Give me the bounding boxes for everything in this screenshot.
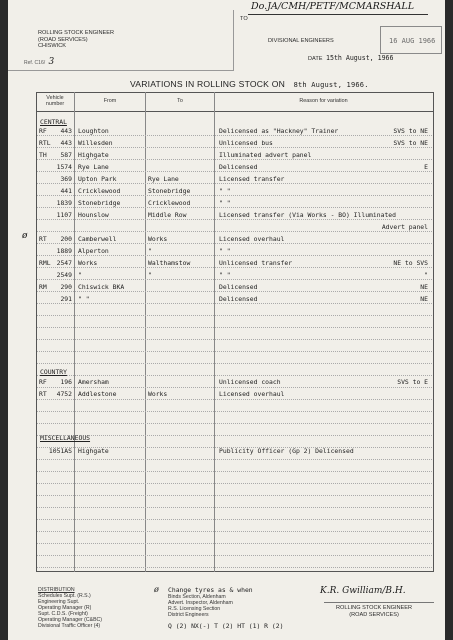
distribution-item: Divisional Traffic Officer (4)	[38, 623, 101, 629]
tyre-codes: Q (2) NX(-) T (2) HT (1) R (2)	[168, 622, 284, 630]
row-rule	[37, 423, 432, 424]
reason-cell: Unlicensed bus	[219, 139, 273, 147]
from-org-line: ROLLING STOCK ENGINEER	[38, 30, 115, 36]
row-rule	[37, 195, 432, 196]
row-rule	[37, 291, 432, 292]
vehicle-number: 2547	[56, 259, 72, 267]
handwritten-recipients: Do.JA/CMH/PETF/MCMARSHALL	[251, 1, 415, 12]
col-divider	[145, 92, 146, 572]
from-cell: Stonebridge	[78, 199, 121, 207]
row-rule	[37, 507, 432, 508]
col-header-from: From	[103, 98, 117, 104]
from-cell: Highgate	[78, 447, 109, 455]
row-rule	[37, 147, 432, 148]
vehicle-prefix: RF	[39, 378, 47, 386]
to-cell: Cricklewood	[148, 199, 191, 207]
from-cell: Upton Park	[78, 175, 117, 183]
row-rule	[37, 459, 432, 460]
vehicle-number: 4752	[56, 390, 72, 398]
change-item: R.S. Licensing Section	[168, 606, 221, 612]
vehicle-number: 441	[60, 187, 72, 195]
row-rule	[37, 183, 432, 184]
from-cell: Highgate	[78, 151, 109, 159]
row-rule	[37, 435, 432, 436]
from-org	[38, 30, 114, 50]
col-header-to: To	[177, 98, 183, 104]
section-country: COUNTRY	[40, 368, 67, 376]
to-cell: Middle Row	[148, 211, 187, 219]
title-date: 8th August, 1966.	[293, 81, 369, 89]
vehicle-prefix: RML	[39, 259, 51, 267]
from-cell: Amersham	[78, 378, 109, 386]
row-rule	[37, 159, 432, 160]
vehicle-number: 200	[60, 235, 72, 243]
distribution-item: Engineering Supt.	[38, 599, 80, 605]
row-rule	[37, 339, 432, 340]
table-header-rule	[36, 111, 434, 112]
from-cell: Willesden	[78, 139, 113, 147]
ref-value: 3	[48, 57, 55, 67]
distribution-item: Operating Manager (R)	[38, 605, 92, 611]
vehicle-number: 196	[60, 378, 72, 386]
from-org-line: CHISWICK	[38, 43, 66, 49]
row-rule	[37, 171, 432, 172]
reason-cell: " "	[219, 199, 231, 207]
section-central: CENTRAL	[40, 118, 67, 126]
ref-field	[24, 57, 54, 67]
note-cell: SVS to NE	[393, 139, 428, 147]
col-header-reason: Reason for variation	[299, 98, 348, 104]
change-tick-mark: ø	[154, 585, 159, 594]
from-cell: "	[78, 271, 82, 279]
reason-cell: Unlicensed coach	[219, 378, 281, 386]
reason-cell: Licensed transfer	[219, 175, 285, 183]
reason-cell: Unlicensed transfer	[219, 259, 293, 267]
note-cell: NE to SVS	[393, 259, 428, 267]
vehicle-number: 291	[60, 295, 72, 303]
reason-cell: " "	[219, 247, 231, 255]
vehicle-prefix: RT	[39, 235, 47, 243]
note-cell: SVS to E	[397, 378, 428, 386]
row-rule	[37, 495, 432, 496]
to-cell: Rye Lane	[148, 175, 179, 183]
row-rule	[37, 567, 432, 568]
reason-cell: Illuminated advert panel	[219, 151, 312, 159]
reason-cell: Delicensed	[219, 283, 258, 291]
to-label: TO	[240, 16, 248, 22]
row-rule	[37, 315, 432, 316]
reason-cell: Delicensed	[219, 163, 258, 171]
date-label: DATE	[308, 56, 323, 62]
row-rule	[37, 303, 432, 304]
vehicle-number: 1889	[56, 247, 72, 255]
distribution-item: Operating Manager (C&BC)	[38, 617, 103, 623]
vehicle-prefix: RT	[39, 390, 47, 398]
note-cell: "	[424, 271, 428, 279]
vehicle-number: 1107	[56, 211, 72, 219]
vehicle-prefix: RM	[39, 283, 47, 291]
note-cell: SVS to NE	[393, 127, 428, 135]
change-item: District Engineers	[168, 612, 209, 618]
change-item: Binds Section, Aldenham	[168, 594, 226, 600]
row-rule	[37, 279, 432, 280]
from-cell: Camberwell	[78, 235, 117, 243]
margin-tick-mark: ø	[22, 231, 28, 241]
from-cell: Chiswick BKA	[78, 283, 125, 291]
vehicle-number: 443	[60, 127, 72, 135]
to-cell: "	[148, 271, 152, 279]
vehicle-number: 290	[60, 283, 72, 291]
note-cell: NE	[420, 283, 428, 291]
row-rule	[37, 207, 432, 208]
ref-label: Ref. C16/	[24, 60, 46, 66]
to-cell: Stonebridge	[148, 187, 191, 195]
note-cell: Advert panel	[381, 223, 428, 231]
from-cell: Addlestone	[78, 390, 117, 398]
change-block	[168, 586, 283, 630]
reason-cell: " "	[219, 271, 231, 279]
received-stamp	[380, 26, 442, 54]
vehicle-number: 587	[60, 151, 72, 159]
reason-cell: Licensed overhaul	[219, 235, 285, 243]
stamp-date: 16 AUG 1966	[389, 37, 436, 45]
distribution-item: Supt. C.D.S. (Freight)	[38, 611, 88, 617]
section-misc: MISCELLANEOUS	[40, 434, 91, 442]
row-rule	[37, 471, 432, 472]
date-value: 15th August, 1966	[326, 54, 394, 62]
reason-cell: Publicity Officer (Gp 2) Delicensed	[219, 447, 354, 455]
from-cell: Loughton	[78, 127, 109, 135]
row-rule	[37, 351, 432, 352]
from-cell: Hounslow	[78, 211, 109, 219]
row-rule	[37, 219, 432, 220]
note-cell: NE	[420, 295, 428, 303]
from-org-line: (ROAD SERVICES)	[38, 36, 88, 43]
to-value: DIVISIONAL ENGINEERS	[268, 38, 334, 44]
row-rule	[37, 375, 432, 376]
col-divider	[214, 92, 215, 572]
vehicle-number: 369	[60, 175, 72, 183]
row-rule	[37, 483, 432, 484]
vehicle-number: 1574	[56, 163, 72, 171]
row-rule	[37, 267, 432, 268]
title-label: VARIATIONS IN ROLLING STOCK ON	[130, 79, 285, 89]
to-cell: Works	[148, 390, 168, 398]
reason-cell: " "	[219, 187, 231, 195]
row-rule	[37, 327, 432, 328]
to-cell: "	[148, 247, 152, 255]
row-rule	[37, 411, 432, 412]
row-rule	[37, 135, 432, 136]
signature-line	[324, 602, 434, 603]
reason-cell: Licensed overhaul	[219, 390, 285, 398]
from-cell: Cricklewood	[78, 187, 121, 195]
col-divider	[74, 92, 75, 572]
row-rule	[37, 387, 432, 388]
col-header-vehicle: Vehicle number	[45, 95, 65, 107]
signature: K.R. Gwilliam/B.H.	[320, 586, 406, 596]
row-rule	[37, 399, 432, 400]
vehicle-number: 443	[60, 139, 72, 147]
vehicle-number: 1051AS	[48, 447, 72, 455]
vehicle-number: 2549	[56, 271, 72, 279]
vehicle-prefix: RTL	[39, 139, 51, 147]
row-rule	[37, 243, 432, 244]
distribution-block	[38, 587, 102, 629]
from-cell: " "	[78, 295, 90, 303]
from-cell: Alperton	[78, 247, 109, 255]
reason-cell: Delicensed as "Hackney" Trainer	[219, 127, 339, 135]
distribution-title: DISTRIBUTION	[38, 587, 75, 593]
row-rule	[37, 555, 432, 556]
distribution-item: Schedules Supt. (R.S.)	[38, 593, 91, 599]
from-cell: Rye Lane	[78, 163, 109, 171]
to-cell: Works	[148, 235, 168, 243]
row-rule	[37, 255, 432, 256]
reason-cell: Delicensed	[219, 295, 258, 303]
change-item: Advert. Inspector, Aldenham	[168, 600, 233, 606]
row-rule	[37, 519, 432, 520]
reason-cell: Licensed transfer (Via Works - BO) Illuminated	[219, 211, 396, 219]
document-page	[8, 0, 445, 640]
page-title	[130, 79, 369, 89]
row-rule	[37, 363, 432, 364]
vehicle-number: 1839	[56, 199, 72, 207]
row-rule	[37, 531, 432, 532]
vehicle-prefix: RF	[39, 127, 47, 135]
vehicle-prefix: TH	[39, 151, 47, 159]
to-cell: Walthamstow	[148, 259, 191, 267]
sign-org	[336, 605, 412, 618]
row-rule	[37, 543, 432, 544]
change-title: Change tyres as & when	[168, 586, 253, 594]
row-rule	[37, 231, 432, 232]
sign-org-line: (ROAD SERVICES)	[349, 611, 399, 618]
handwritten-underline	[248, 14, 428, 15]
note-cell: E	[424, 163, 428, 171]
sign-org-line: ROLLING STOCK ENGINEER	[336, 605, 413, 611]
from-cell: Works	[78, 259, 98, 267]
